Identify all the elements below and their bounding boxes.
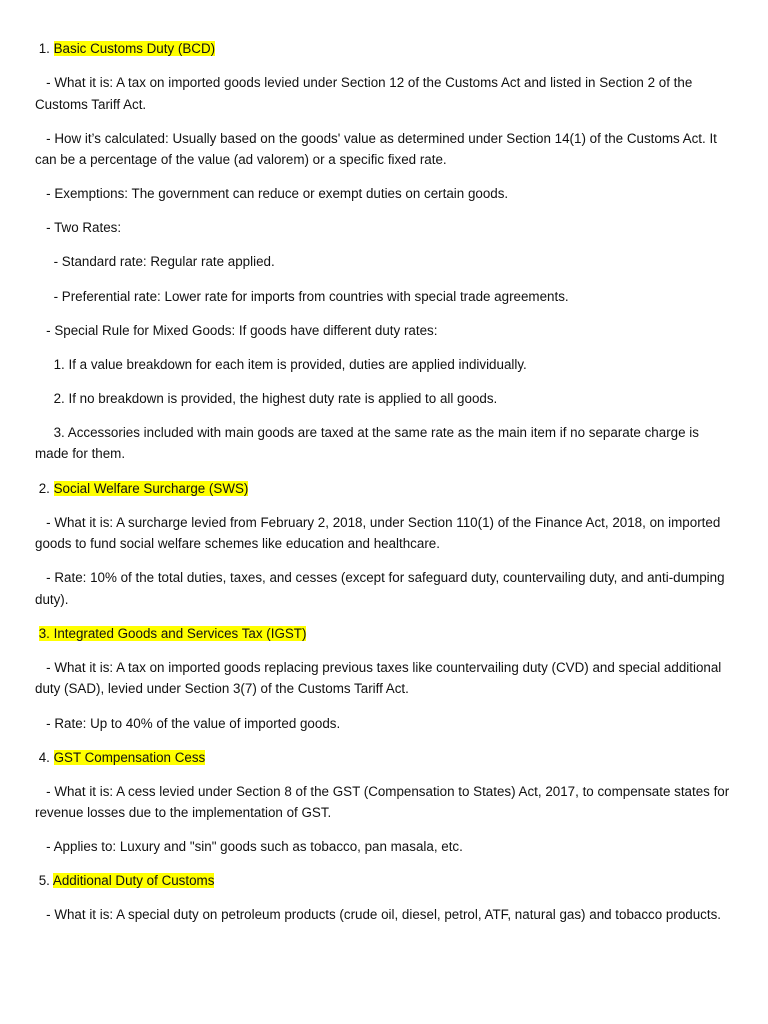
paragraph: - What it is: A tax on imported goods levied under Section 12 of the Customs Act and listed in Section 2 of the Customs Tariff Act. [35, 75, 696, 112]
paragraph: 3. Accessories included with main goods are taxed at the same rate as the main item if no separate charge is made for them. [35, 424, 703, 462]
highlighted-heading: Basic Customs Duty (BCD) [53, 41, 216, 56]
document-page [35, 38, 735, 939]
paragraph: - Special Rule for Mixed Goods: If goods have different duty rates: [35, 322, 438, 338]
paragraph: - Rate: Up to 40% of the value of imported goods. [35, 715, 341, 731]
heading-igst [35, 623, 735, 645]
paragraph: - How it’s calculated: Usually based on the goods' value as determined under Section 14(1) of the Customs Act. It can be a percentage of the value (ad valorem) or a specific fixed rate. [35, 130, 721, 168]
highlighted-heading: Social Welfare Surcharge (SWS) [53, 480, 249, 496]
paragraph: - What it is: A surcharge levied from February 2, 2018, under Section 110(1) of the Finance Act, 2018, on imported goods to fund social welfare schemes like education and healthcare. [35, 514, 725, 552]
paragraph: 2. If no breakdown is provided, the highest duty rate is applied to all goods. [35, 390, 498, 406]
heading-number: 2. [35, 480, 54, 496]
paragraph: - What it is: A special duty on petroleum products (crude oil, diesel, petrol, ATF, natural gas) and tobacco products. [35, 907, 722, 923]
heading-gst-cess [35, 747, 735, 769]
heading-sws [35, 478, 735, 500]
paragraph: - What it is: A cess levied under Section 8 of the GST (Compensation to States) Act, 2017, to compensate states for revenue losses due to the implementation of GST. [35, 783, 733, 821]
heading-number: 5. [35, 873, 53, 889]
paragraph: - Applies to: Luxury and "sin" goods such as tobacco, pan masala, etc. [35, 839, 463, 855]
heading-number: 4. [35, 749, 54, 765]
highlighted-heading: 3. Integrated Goods and Services Tax (IGST) [38, 625, 307, 641]
paragraph: - Rate: 10% of the total duties, taxes, and cesses (except for safeguard duty, countervailing duty, and anti-dumping duty). [35, 570, 729, 607]
paragraph: - What it is: A tax on imported goods replacing previous taxes like countervailing duty (CVD) and special additional duty (SAD), levied under Section 3(7) of the Customs Tariff Act. [35, 659, 725, 697]
paragraph: - Two Rates: [35, 220, 122, 236]
paragraph: 1. If a value breakdown for each item is provided, duties are applied individually. [35, 356, 527, 372]
highlighted-heading: GST Compensation Cess [53, 749, 206, 765]
paragraph: - Preferential rate: Lower rate for imports from countries with special trade agreements. [35, 288, 569, 304]
heading-number: 1. [35, 41, 54, 56]
heading-additional-duty [35, 870, 735, 892]
highlighted-heading: Additional Duty of Customs [52, 873, 215, 889]
paragraph: - Exemptions: The government can reduce or exempt duties on certain goods. [35, 186, 509, 202]
heading-bcd [35, 38, 735, 60]
paragraph: - Standard rate: Regular rate applied. [35, 254, 275, 270]
